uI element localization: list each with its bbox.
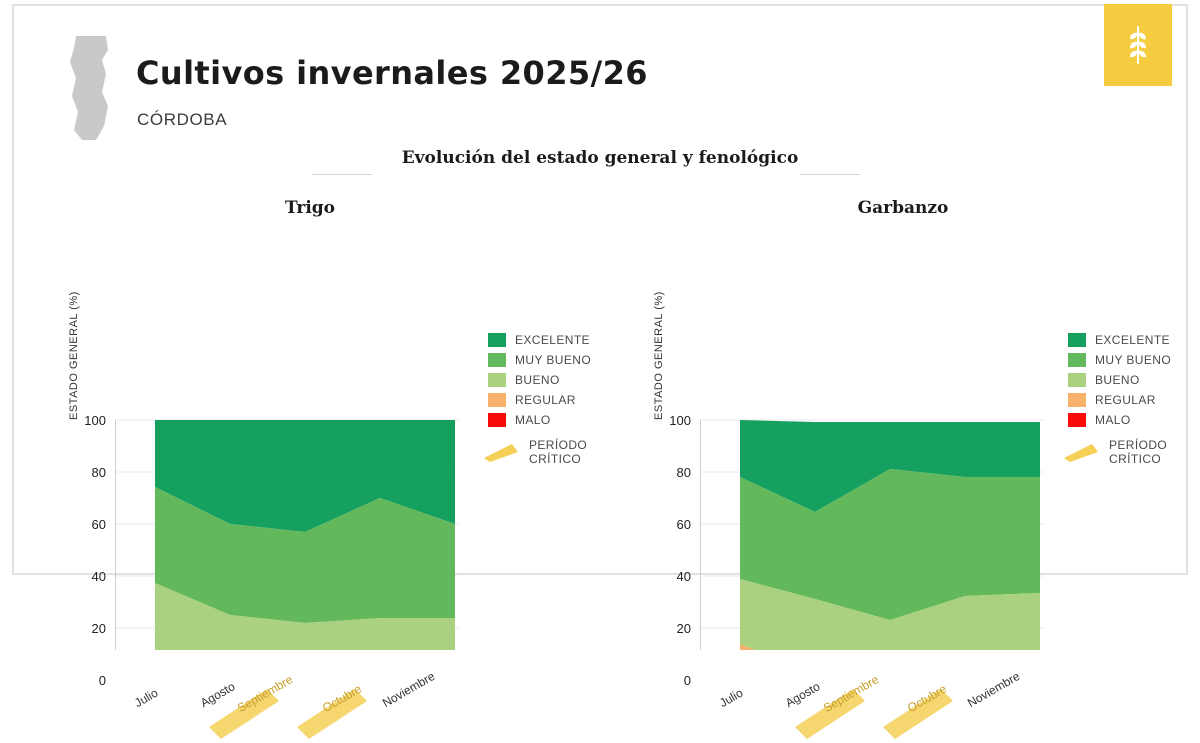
- legend-item-excelente: [1068, 330, 1171, 350]
- legend-critical-period-label: [1109, 438, 1167, 466]
- legend-trigo: [488, 330, 591, 430]
- legend-item-bueno: [488, 370, 591, 390]
- page-title: Cultivos invernales 2025/26: [136, 54, 648, 92]
- brand-logo-badge: [1104, 4, 1172, 86]
- legend-item-muy-bueno: [488, 350, 591, 370]
- legend-item-regular: [1068, 390, 1171, 410]
- y-axis-label-garbanzo: ESTADO GENERAL (%): [653, 291, 665, 420]
- x-tick-trigo-octubre: Octubre: [320, 681, 364, 716]
- legend-swatch-bueno: [488, 373, 506, 387]
- section-rule-right: [800, 174, 860, 175]
- legend-item-bueno: [1068, 370, 1171, 390]
- chart-plot-trigo: [115, 380, 459, 650]
- legend-swatch-excelente: [1068, 333, 1086, 347]
- legend-item-regular: [488, 390, 591, 410]
- critical-period-line2: CRÍTICO: [1109, 452, 1162, 466]
- critical-period-line1: PERÍODO: [1109, 438, 1168, 452]
- frame-border-top: [12, 4, 1188, 6]
- legend-label-muy-bueno: MUY BUENO: [1095, 353, 1172, 367]
- legend-item-malo: [488, 410, 591, 430]
- legend-item-malo: [1068, 410, 1171, 430]
- legend-label-malo: MALO: [515, 413, 551, 427]
- y-axis-label-trigo: ESTADO GENERAL (%): [68, 291, 80, 420]
- x-tick-garbanzo-agosto: Agosto: [783, 679, 823, 711]
- legend-critical-period-label: [529, 438, 587, 466]
- page-subtitle: CÓRDOBA: [137, 110, 228, 129]
- legend-critical-period-trigo: [482, 438, 587, 466]
- y-tick-trigo-80: 80: [91, 465, 106, 480]
- legend-garbanzo: [1068, 330, 1171, 430]
- critical-period-line2: CRÍTICO: [529, 452, 582, 466]
- legend-label-excelente: EXCELENTE: [515, 333, 590, 347]
- x-tick-garbanzo-octubre: Octubre: [905, 681, 949, 716]
- legend-swatch-muy-bueno: [488, 353, 506, 367]
- chart-panel-garbanzo: [613, 190, 1193, 716]
- legend-label-bueno: BUENO: [515, 373, 560, 387]
- x-tick-garbanzo-septiembre: Septiembre: [821, 672, 882, 716]
- section-rule-left: [312, 174, 372, 175]
- legend-item-excelente: [488, 330, 591, 350]
- x-tick-trigo-septiembre: Septiembre: [235, 672, 296, 716]
- legend-critical-period-garbanzo: [1062, 438, 1167, 466]
- y-tick-trigo-0: 0: [98, 673, 106, 688]
- critical-period-swatch-icon: [1062, 441, 1100, 463]
- legend-item-muy-bueno: [1068, 350, 1171, 370]
- legend-label-bueno: BUENO: [1095, 373, 1140, 387]
- legend-swatch-muy-bueno: [1068, 353, 1086, 367]
- legend-label-excelente: EXCELENTE: [1095, 333, 1170, 347]
- x-tick-trigo-agosto: Agosto: [198, 679, 238, 711]
- x-tick-garbanzo-julio: Julio: [717, 685, 746, 711]
- legend-swatch-malo: [1068, 413, 1086, 427]
- y-tick-garbanzo-100: 100: [669, 413, 691, 428]
- frame-border-left: [12, 4, 14, 575]
- y-tick-garbanzo-40: 40: [676, 569, 691, 584]
- y-tick-trigo-60: 60: [91, 517, 106, 532]
- y-tick-garbanzo-80: 80: [676, 465, 691, 480]
- legend-swatch-malo: [488, 413, 506, 427]
- y-tick-garbanzo-60: 60: [676, 517, 691, 532]
- chart-title-trigo: Trigo: [284, 198, 336, 218]
- chart-title-garbanzo: Garbanzo: [857, 198, 949, 218]
- critical-period-line1: PERÍODO: [529, 438, 588, 452]
- y-tick-garbanzo-20: 20: [676, 621, 691, 636]
- critical-period-swatch-icon: [482, 441, 520, 463]
- wheat-icon: [1125, 23, 1151, 67]
- y-tick-trigo-100: 100: [84, 413, 106, 428]
- legend-label-regular: REGULAR: [515, 393, 576, 407]
- legend-label-regular: REGULAR: [1095, 393, 1156, 407]
- x-tick-garbanzo-noviembre: Noviembre: [965, 668, 1023, 711]
- legend-swatch-bueno: [1068, 373, 1086, 387]
- section-title: Evolución del estado general y fenológico: [401, 148, 799, 168]
- y-tick-trigo-20: 20: [91, 621, 106, 636]
- legend-swatch-regular: [1068, 393, 1086, 407]
- x-tick-trigo-julio: Julio: [132, 685, 161, 711]
- y-tick-garbanzo-0: 0: [683, 673, 691, 688]
- legend-swatch-regular: [488, 393, 506, 407]
- cordoba-province-shape-icon: [62, 34, 116, 144]
- chart-plot-garbanzo: [700, 380, 1044, 650]
- x-tick-trigo-noviembre: Noviembre: [380, 668, 438, 711]
- legend-label-muy-bueno: MUY BUENO: [515, 353, 592, 367]
- legend-label-malo: MALO: [1095, 413, 1131, 427]
- chart-panel-trigo: [20, 190, 600, 716]
- legend-swatch-excelente: [488, 333, 506, 347]
- y-tick-trigo-40: 40: [91, 569, 106, 584]
